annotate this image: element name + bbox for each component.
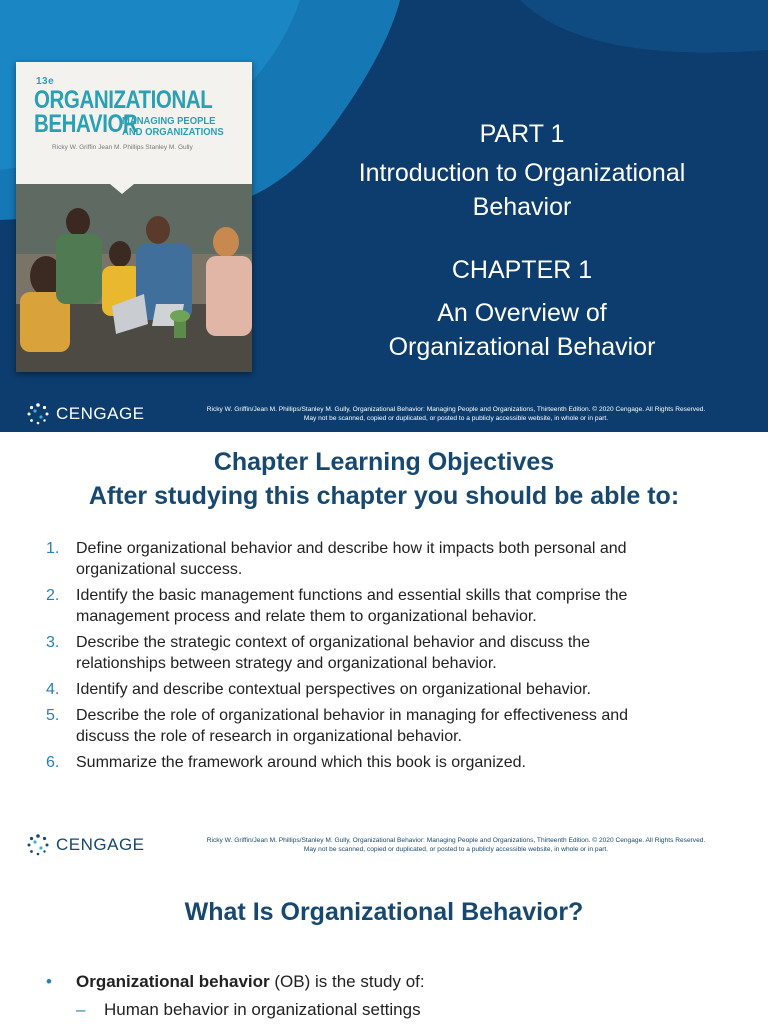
objective-number: 6. bbox=[46, 754, 60, 771]
objectives-heading: Chapter Learning Objectives bbox=[213, 448, 555, 476]
cengage-logo bbox=[26, 833, 145, 857]
sub-bullet-text: Human behavior in organizational settings bbox=[104, 1000, 421, 1019]
cover-edition: 13e bbox=[36, 76, 55, 87]
objective-text: Describe the role of organizational behavior in managing for effectiveness and bbox=[76, 707, 629, 724]
objective-text: relationships between strategy and organizational behavior. bbox=[76, 655, 497, 672]
part-subtitle-line1: Introduction to Organizational bbox=[358, 159, 686, 187]
copyright-line1: Ricky W. Griffin/Jean M. Phillips/Stanley M. Gully, Organizational Behavior: Managing People and Organizations, Thirteenth Edition. © 2020 Cengage. All Rights Reserved. bbox=[206, 837, 706, 844]
list-item bbox=[44, 752, 704, 773]
copyright-notice bbox=[150, 405, 762, 423]
part-subtitle bbox=[300, 156, 744, 224]
objective-text: organizational success. bbox=[76, 561, 243, 578]
cengage-mark-icon bbox=[26, 833, 50, 857]
title-slide bbox=[0, 0, 768, 432]
cengage-mark-icon bbox=[26, 402, 50, 426]
objectives-subheading: After studying this chapter you should be able to: bbox=[88, 482, 680, 510]
sub-bullet-marker: – bbox=[76, 1000, 86, 1019]
copyright-line1: Ricky W. Griffin/Jean M. Phillips/Stanley M. Gully, Organizational Behavior: Managing People and Organizations, Thirteenth Edition. © 2020 Cengage. All Rights Reserved. bbox=[206, 406, 706, 413]
cengage-logo bbox=[26, 402, 145, 426]
objective-text: Summarize the framework around which this book is organized. bbox=[76, 754, 526, 771]
objectives-list bbox=[44, 538, 704, 778]
list-item bbox=[44, 585, 704, 627]
objective-text: Define organizational behavior and describe how it impacts both personal and bbox=[76, 540, 627, 557]
copyright-line2: May not be scanned, copied or duplicated, or posted to a publicly accessible website, in whole or in part. bbox=[303, 415, 609, 422]
cover-title-line2: BEHAVIOR bbox=[34, 110, 138, 138]
objective-number: 4. bbox=[46, 681, 60, 698]
copyright-notice bbox=[150, 836, 762, 854]
chapter-title: CHAPTER 1 bbox=[451, 256, 593, 284]
list-item bbox=[44, 632, 704, 674]
definition-sub-bullet bbox=[76, 1000, 421, 1020]
cover-subtitle-line1: MANAGING PEOPLE bbox=[122, 115, 216, 127]
chapter-subtitle-line1: An Overview of bbox=[437, 299, 607, 327]
chapter-subtitle bbox=[300, 296, 744, 364]
bullet-text: (OB) is the study of: bbox=[269, 972, 425, 991]
objectives-slide bbox=[0, 432, 768, 864]
objective-number: 2. bbox=[46, 587, 60, 604]
list-item bbox=[44, 679, 704, 700]
bullet-bold-term: Organizational behavior bbox=[76, 972, 270, 991]
objective-text: management process and relate them to organizational behavior. bbox=[76, 608, 537, 625]
part-subtitle-line2: Behavior bbox=[472, 193, 572, 221]
objective-text: Identify the basic management functions and essential skills that comprise the bbox=[76, 587, 628, 604]
chapter-subtitle-line2: Organizational Behavior bbox=[388, 333, 656, 361]
part-title: PART 1 bbox=[479, 120, 565, 148]
copyright-line2: May not be scanned, copied or duplicated, or posted to a publicly accessible website, in whole or in part. bbox=[303, 846, 609, 853]
bullet-marker: • bbox=[46, 972, 52, 991]
objective-number: 1. bbox=[46, 540, 60, 557]
definition-slide bbox=[0, 864, 768, 1024]
objective-text: discuss the role of research in organizational behavior. bbox=[76, 728, 462, 745]
cengage-logo-text: CENGAGE bbox=[56, 835, 145, 854]
cover-authors: Ricky W. Griffin Jean M. Phillips Stanley M. Gully bbox=[52, 144, 193, 151]
list-item bbox=[44, 705, 704, 747]
definition-title: What Is Organizational Behavior? bbox=[184, 898, 584, 926]
objective-number: 5. bbox=[46, 707, 60, 724]
cover-subtitle-line2: AND ORGANIZATIONS bbox=[122, 126, 224, 138]
objective-number: 3. bbox=[46, 634, 60, 651]
cover-title-line1: ORGANIZATIONAL bbox=[34, 86, 213, 114]
definition-bullet bbox=[46, 972, 425, 992]
cover-photo bbox=[16, 184, 252, 372]
list-item bbox=[44, 538, 704, 580]
cengage-logo-text: CENGAGE bbox=[56, 404, 145, 423]
book-cover bbox=[16, 62, 252, 372]
objective-text: Identify and describe contextual perspectives on organizational behavior. bbox=[76, 681, 591, 698]
objective-text: Describe the strategic context of organizational behavior and discuss the bbox=[76, 634, 591, 651]
cover-subtitle bbox=[122, 116, 224, 138]
